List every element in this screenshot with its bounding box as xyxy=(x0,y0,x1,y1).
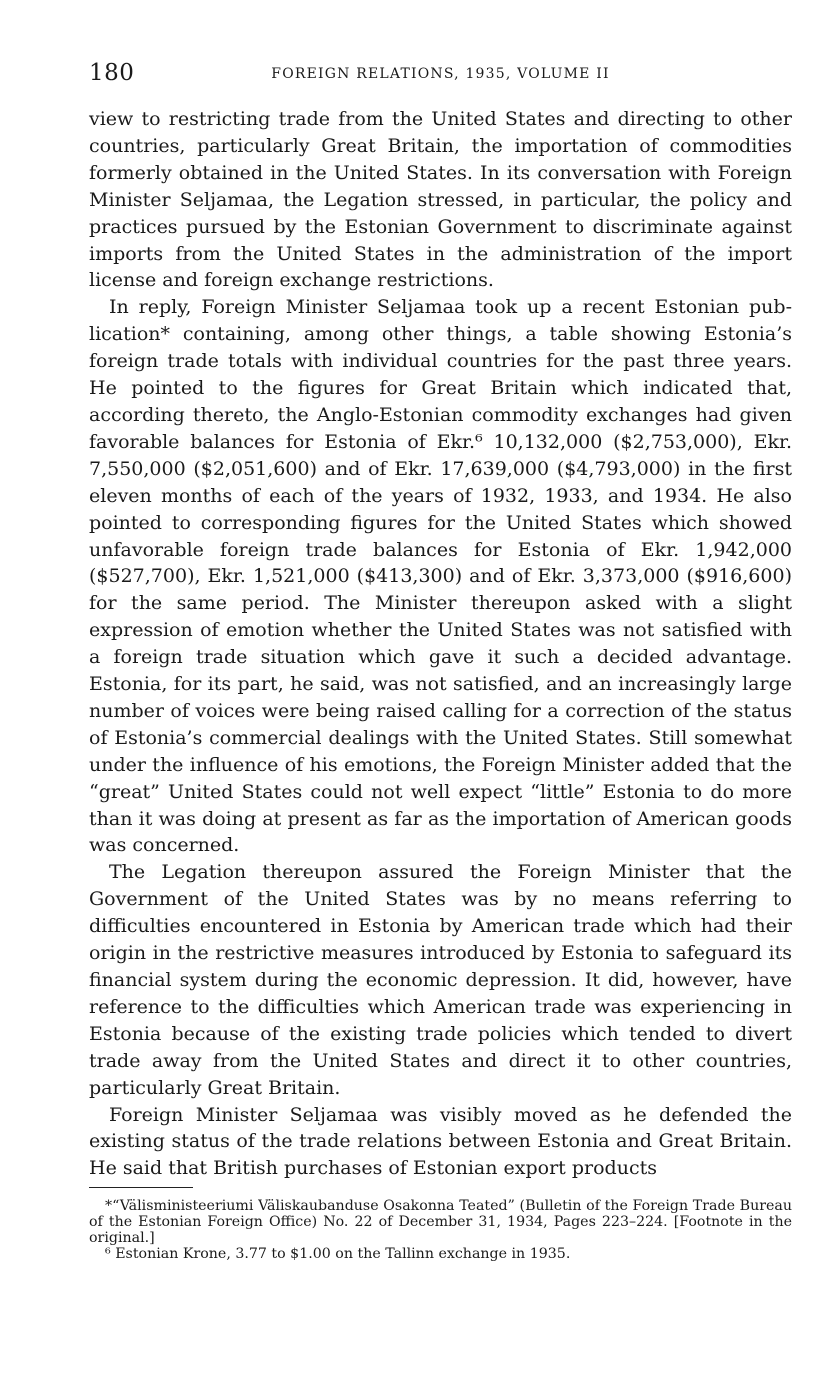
footnote-divider xyxy=(89,1187,193,1188)
footnotes xyxy=(89,1198,792,1262)
paragraph: The Legation thereupon assured the Foreign Minister that the Government of the United States was by no means referring to difficulties encountered in Estonia by American trade which had their origin in the restrictive measures introduced by Estonia to safeguard its financial system during the economic depression. It did, however, have reference to the difficulties which American trade was experiencing in Estonia because of the existing trade policies which tended to divert trade away from the United States and direct it to other countries, particularly Great Britain. xyxy=(89,861,792,1099)
running-head xyxy=(89,58,792,92)
paragraph-continued: view to restricting trade from the United States and directing to other countries, particularly Great Britain, the importation of commodities formerly obtained in the United States. In its conversation with Foreign Minister Seljamaa, the Legation stressed, in particular, the policy and practices pursued by the Estonian Government to discriminate against imports from the United States in the administration of the import license and foreign exchange restrictions. xyxy=(89,108,792,292)
running-title: FOREIGN RELATIONS, 1935, VOLUME II xyxy=(271,66,610,82)
document-page xyxy=(89,58,792,1262)
page-number: 180 xyxy=(89,60,135,86)
footnote-asterisk: *“Välisministeeriumi Väliskaubanduse Osakonna Teated” (Bulletin of the Foreign Trade Bureau of the Estonian Foreign Office) No. 22 of December 31, 1934, Pages 223–224. [Footnote in the original.] xyxy=(89,1198,792,1247)
paragraph: In reply, Foreign Minister Seljamaa took up a recent Estonian publication* containing, among other things, a table showing Estonia’s foreign trade totals with individual countries for the past three years. He pointed to the figures for Great Britain which indicated that, according thereto, the Anglo-Estonian commodity exchanges had given favorable balances for Estonia of Ekr.⁶ 10,132,000 ($2,753,000), Ekr. 7,550,000 ($2,051,600) and of Ekr. 17,639,000 ($4,793,000) in the first eleven months of each of the years of 1932, 1933, and 1934. He also pointed to corresponding figures for the United States which showed unfavorable foreign trade balances for Estonia of Ekr. 1,942,000 ($527,700), Ekr. 1,521,000 ($413,300) and of Ekr. 3,373,000 ($916,600) for the same period. The Minister thereupon asked with a slight expression of emotion whether the United States was not satisfied with a foreign trade situation which gave it such a decided advantage. Estonia, for its part, he said, was not satisfied, and an increasingly large number of voices were being raised calling for a correction of the status of Estonia’s commercial dealings with the United States. Still somewhat under the influence of his emotions, the Foreign Minister added that the “great” United States could not well expect “little” Estonia to do more than it was doing at present as far as the importation of American goods was concerned. xyxy=(89,296,792,857)
footnote-6: ⁶ Estonian Krone, 3.77 to $1.00 on the Tallinn exchange in 1935. xyxy=(105,1246,571,1263)
paragraph: Foreign Minister Seljamaa was visibly moved as he defended the existing status of the trade relations between Estonia and Great Britain. He said that British purchases of Estonian export products xyxy=(89,1103,792,1180)
body-text xyxy=(89,106,792,1182)
